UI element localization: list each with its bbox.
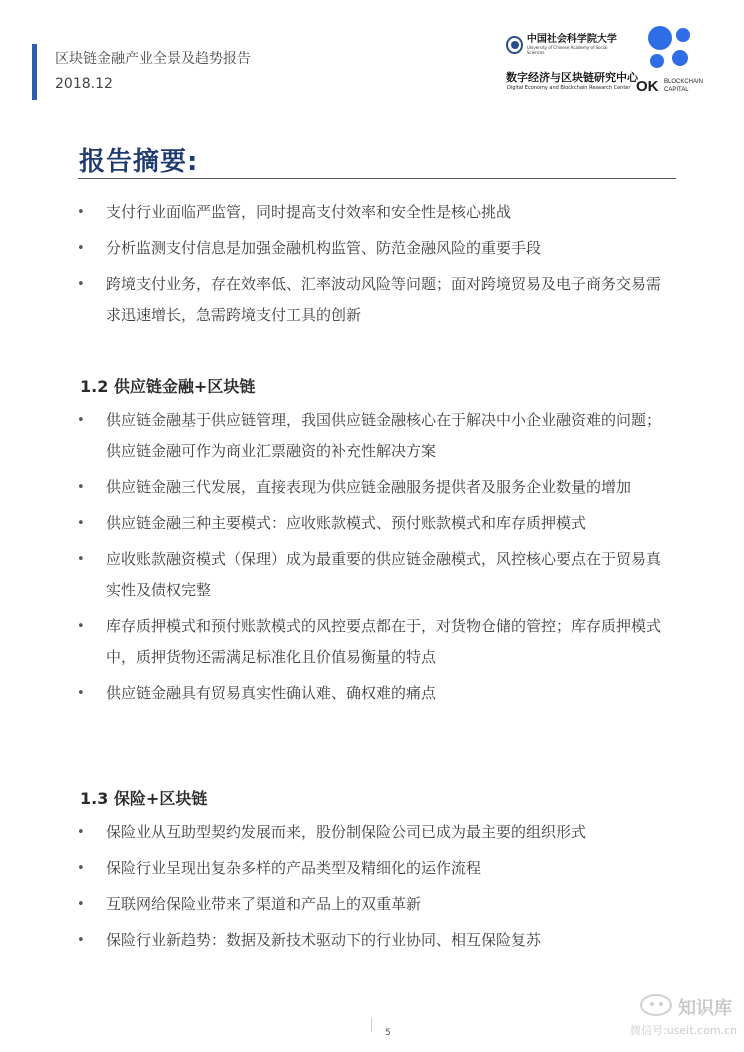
watermark-wechat-id: 微信号:useit.com.cn (630, 1024, 738, 1037)
page-number-divider (371, 1018, 372, 1032)
ok-logo-mark: OK (636, 78, 659, 95)
watermark (626, 992, 736, 1042)
watermark-name: 知识库 (678, 998, 732, 1019)
list-item: • 保险行业呈现出复杂多样的产品类型及精细化的运作流程 (0, 853, 666, 884)
research-center-name: 数字经济与区块链研究中心 (506, 71, 638, 84)
ok-blockchain-logo (636, 26, 716, 100)
cass-logo (506, 34, 638, 96)
list-item: • 保险行业新趋势：数据及新技术驱动下的行业协同、相互保险复苏 (0, 925, 666, 956)
supply-chain-bullet-list (0, 405, 666, 709)
ok-logo-line1: BLOCKCHAIN (664, 79, 704, 85)
heading-divider (78, 178, 676, 179)
wechat-icon (640, 994, 672, 1016)
page-number: 5 (385, 1028, 391, 1038)
list-item: • 库存质押模式和预付账款模式的风控要点都在于，对货物仓储的管控；库存质押模式中，质押货物还需满足标准化且价值易衡量的特点 (0, 611, 666, 673)
section-heading-supply-chain: 1.2 供应链金融+区块链 (80, 377, 256, 396)
list-item: • 应收账款融资模式（保理）成为最重要的供应链金融模式，风控核心要点在于贸易真实性及债权完整 (0, 544, 666, 606)
insurance-bullet-list (0, 817, 666, 956)
list-item: • 互联网给保险业带来了渠道和产品上的双重革新 (0, 889, 666, 920)
list-item: • 保险业从互助型契约发展而来，股份制保险公司已成为最主要的组织形式 (0, 817, 666, 848)
list-item: • 供应链金融三种主要模式：应收账款模式、预付账款模式和库存质押模式 (0, 508, 666, 539)
summary-heading: 报告摘要: (79, 147, 199, 177)
research-center-english: Digital Economy and Blockchain Research Center (507, 85, 631, 91)
cass-logo-english: University of Chinese Academy of Social Sciences (526, 45, 608, 55)
logo-dot-icon (676, 28, 690, 42)
ok-logo-subtitle (664, 78, 703, 94)
list-item: • 分析监测支付信息是加强金融机构监管、防范金融风险的重要手段 (0, 233, 666, 264)
list-item: • 供应链金融基于供应链管理，我国供应链金融核心在于解决中小企业融资难的问题；供应链金融可作为商业汇票融资的补充性解决方案 (0, 405, 666, 467)
ok-logo-line2: CAPITAL (664, 87, 689, 93)
logo-dot-icon (650, 54, 664, 68)
report-date: 2018.12 (55, 76, 113, 92)
list-item: • 供应链金融具有贸易真实性确认难、确权难的痛点 (0, 678, 666, 709)
logo-dot-large-icon (648, 26, 672, 50)
section-heading-insurance: 1.3 保险+区块链 (80, 789, 208, 808)
summary-bullet-list (0, 197, 666, 331)
list-item: • 供应链金融三代发展，直接表现为供应链金融服务提供者及服务企业数量的增加 (0, 472, 666, 503)
cass-logo-name: 中国社会科学院大学 (526, 34, 617, 45)
report-title: 区块链金融产业全景及趋势报告 (55, 51, 251, 67)
list-item: • 支付行业面临严监管，同时提高支付效率和安全性是核心挑战 (0, 197, 666, 228)
header-accent-bar (32, 44, 37, 100)
logo-dot-icon (672, 50, 688, 66)
list-item: • 跨境支付业务，存在效率低、汇率波动风险等问题；面对跨境贸易及电子商务交易需求迅速增长，急需跨境支付工具的创新 (0, 269, 666, 331)
cass-emblem-icon (506, 36, 523, 54)
